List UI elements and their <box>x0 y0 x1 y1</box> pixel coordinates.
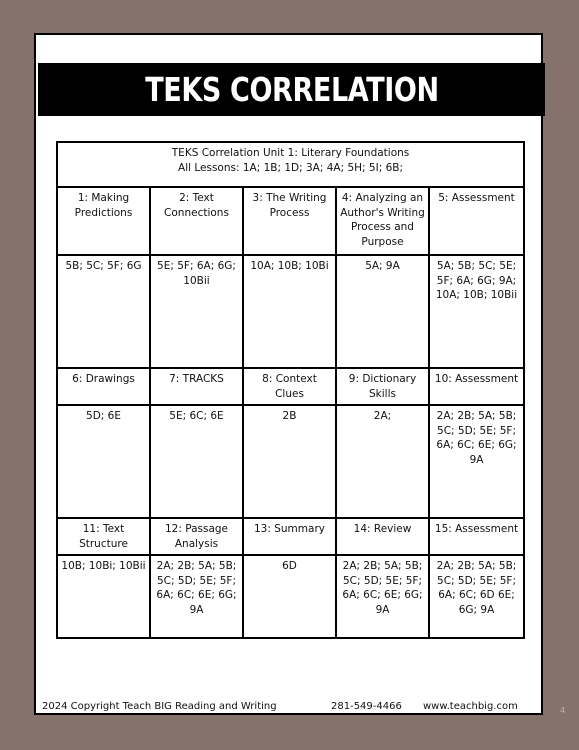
codes-cell: 10A; 10B; 10Bi <box>243 255 336 368</box>
codes-cell: 6D <box>243 555 336 638</box>
lesson-cell: 2: Text Connections <box>150 187 243 255</box>
codes-cell: 10B; 10Bi; 10Bii <box>57 555 150 638</box>
lesson-cell: 14: Review <box>336 518 429 555</box>
footer-website: www.teachbig.com <box>423 701 518 712</box>
lesson-cell: 7: TRACKS <box>150 368 243 405</box>
lesson-cell: 11: Text Structure <box>57 518 150 555</box>
footer-phone: 281-549-4466 <box>331 701 402 712</box>
lesson-cell: 4: Analyzing an Author's Writing Process and Purpose <box>336 187 429 255</box>
codes-cell: 5A; 9A <box>336 255 429 368</box>
page-title: TEKS CORRELATION <box>144 70 439 109</box>
codes-cell: 5B; 5C; 5F; 6G <box>57 255 150 368</box>
codes-cell: 2A; <box>336 405 429 518</box>
lesson-cell: 3: The Writing Process <box>243 187 336 255</box>
lesson-cell: 12: Passage Analysis <box>150 518 243 555</box>
codes-cell: 5E; 6C; 6E <box>150 405 243 518</box>
codes-cell: 2B <box>243 405 336 518</box>
lesson-cell: 8: Context Clues <box>243 368 336 405</box>
page-number: 4 <box>560 706 566 715</box>
lesson-cell: 15: Assessment <box>429 518 524 555</box>
lesson-cell: 5: Assessment <box>429 187 524 255</box>
table-header-line1: TEKS Correlation Unit 1: Literary Foundations <box>171 147 410 159</box>
lesson-cell: 13: Summary <box>243 518 336 555</box>
lesson-cell: 6: Drawings <box>57 368 150 405</box>
footer-copyright: 2024 Copyright Teach BIG Reading and Writing <box>42 701 277 712</box>
codes-cell: 5D; 6E <box>57 405 150 518</box>
lesson-cell: 9: Dictionary Skills <box>336 368 429 405</box>
codes-cell: 2A; 2B; 5A; 5B; 5C; 5D; 5E; 5F; 6A; 6C; 6D 6E; 6G; 9A <box>429 555 524 638</box>
title-banner <box>38 63 545 116</box>
lesson-cell: 1: Making Predictions <box>57 187 150 255</box>
codes-cell: 2A; 2B; 5A; 5B; 5C; 5D; 5E; 5F; 6A; 6C; 6E; 6G; 9A <box>150 555 243 638</box>
lesson-cell: 10: Assessment <box>429 368 524 405</box>
codes-cell: 2A; 2B; 5A; 5B; 5C; 5D; 5E; 5F; 6A; 6C; 6E; 6G; 9A <box>336 555 429 638</box>
teks-table <box>56 141 525 639</box>
document-page <box>34 33 543 715</box>
codes-cell: 5A; 5B; 5C; 5E; 5F; 6A; 6G; 9A; 10A; 10B; 10Bii <box>429 255 524 368</box>
table-header <box>57 142 524 187</box>
table-header-line2: All Lessons: 1A; 1B; 1D; 3A; 4A; 5H; 5I; 6B; <box>178 161 404 174</box>
codes-cell: 2A; 2B; 5A; 5B; 5C; 5D; 5E; 5F; 6A; 6C; 6E; 6G; 9A <box>429 405 524 518</box>
codes-cell: 5E; 5F; 6A; 6G; 10Bii <box>150 255 243 368</box>
